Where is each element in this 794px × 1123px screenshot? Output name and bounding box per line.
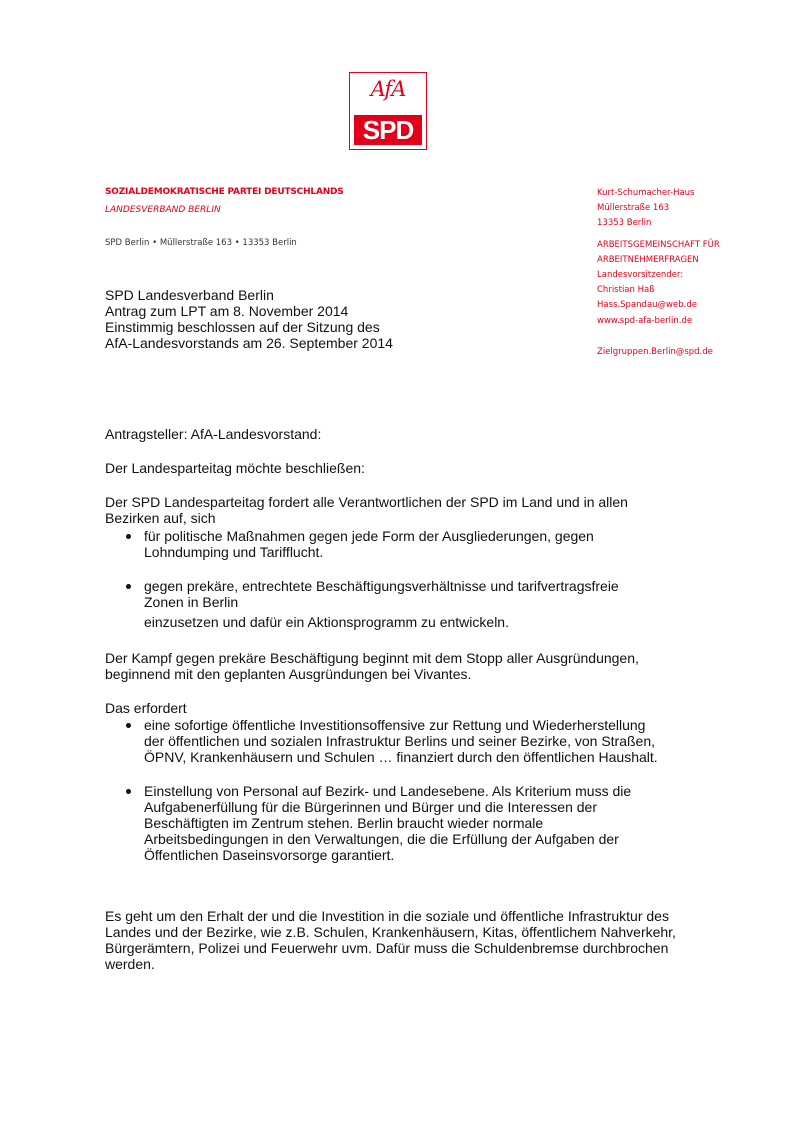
city: 13353 Berlin bbox=[597, 218, 652, 229]
sender-line: SPD Berlin • Müllerstraße 163 • 13353 Berlin bbox=[105, 238, 297, 248]
address-block bbox=[105, 287, 393, 351]
chair-name: Christian Haß bbox=[597, 285, 655, 296]
website: www.spd-afa-berlin.de bbox=[597, 315, 693, 326]
street: Müllerstraße 163 bbox=[597, 203, 670, 214]
paragraph-3-intro: Das erfordert bbox=[105, 700, 187, 716]
logo-afa-text: AfA bbox=[370, 77, 406, 101]
paragraph-2: Der Kampf gegen prekäre Beschäftigung beginnt mit dem Stopp aller Ausgründungen, beginnend mit den geplanten Ausgründungen bei Vivantes. bbox=[105, 650, 639, 682]
address-line: SPD Landesverband Berlin bbox=[105, 287, 274, 303]
spd-afa-logo bbox=[349, 72, 427, 150]
house-name: Kurt-Schumacher-Haus bbox=[597, 188, 695, 198]
applicant-line: Antragsteller: AfA-Landesvorstand: bbox=[105, 426, 322, 442]
logo-spd-text: SPD bbox=[354, 115, 422, 145]
decision-intro: Der Landesparteitag möchte beschließen: bbox=[105, 460, 365, 476]
party-name: SOZIALDEMOKRATISCHE PARTEI DEUTSCHLANDS bbox=[105, 187, 344, 197]
list-item: eine sofortige öffentliche Investitionsoffensive zur Rettung und Wiederherstellung der öffentlichen und sozialen Infrastruktur Berlins und seiner Bezirke, von Straßen, ÖPNV, Krankenhäusern und Schulen … finanziert durch den öffentlichen Haushalt. bbox=[124, 717, 669, 765]
target-email: Zielgruppen.Berlin@spd.de bbox=[597, 346, 713, 357]
group-line-1: ARBEITSGEMEINSCHAFT FÜR bbox=[597, 239, 720, 250]
address-line: Einstimmig beschlossen auf der Sitzung des bbox=[105, 319, 380, 335]
bullet-list-2 bbox=[124, 717, 669, 863]
list-item: gegen prekäre, entrechtete Beschäftigungsverhältnisse und tarifvertragsfreie Zonen in Berlin bbox=[124, 578, 644, 610]
email: Hass.Spandau@web.de bbox=[597, 300, 697, 311]
bullet-list-1 bbox=[124, 528, 644, 610]
paragraph-4: Es geht um den Erhalt der und die Investition in die soziale und öffentliche Infrastruktur des Landes und der Bezirke, wie z.B. Schulen, Krankenhäusern, Kitas, öffentlichem Nahverkehr, Bürgerämtern, Polizei und Feuerwehr uvm. Dafür muss die Schuldenbremse durchbrochen werden. bbox=[105, 908, 676, 972]
group-line-2: ARBEITNEHMERFRAGEN bbox=[597, 254, 699, 265]
chair-label: Landesvorsitzender: bbox=[597, 270, 684, 281]
list-item: für politische Maßnahmen gegen jede Form der Ausgliederungen, gegen Lohndumping und Tarifflucht. bbox=[124, 528, 644, 560]
paragraph-1: Der SPD Landesparteitag fordert alle Verantwortlichen der SPD im Land und in allen Bezirken auf, sich bbox=[105, 494, 628, 526]
list-item: Einstellung von Personal auf Bezirk- und Landesebene. Als Kriterium muss die Aufgabenerfüllung für die Bürgerinnen und Bürger und die Interessen der Beschäftigten im Zentrum stehen. Berlin braucht wieder normale Arbeitsbedingungen in den Verwaltungen, die die Erfüllung der Aufgaben der Öffentlichen Daseinsvorsorge garantiert. bbox=[124, 783, 669, 863]
state-association: LANDESVERBAND BERLIN bbox=[105, 205, 221, 215]
letterhead-right-column bbox=[597, 186, 787, 360]
bullets-tail: einzusetzen und dafür ein Aktionsprogramm zu entwickeln. bbox=[144, 614, 509, 630]
address-line: Antrag zum LPT am 8. November 2014 bbox=[105, 303, 349, 319]
address-line: AfA-Landesvorstands am 26. September 2014 bbox=[105, 335, 393, 351]
